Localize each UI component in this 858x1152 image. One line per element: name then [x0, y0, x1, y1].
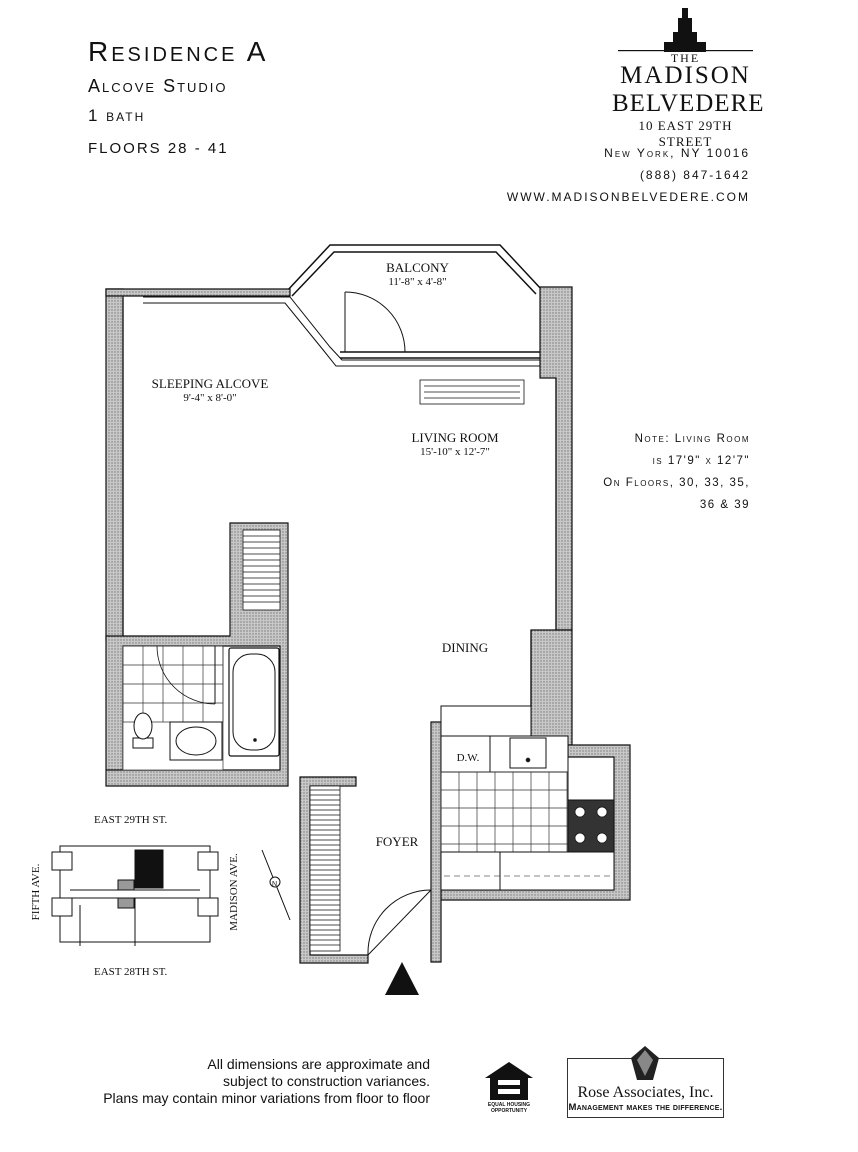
logo-street: 10 EAST 29TH STREET	[638, 118, 733, 149]
foyer-closet	[310, 786, 340, 951]
residence-title: Residence A	[88, 36, 269, 67]
balcony-door	[345, 292, 405, 352]
living-room-dims: 15'-10" x 12'-7"	[420, 446, 490, 458]
keyplan-east-avenue: MADISON AVE.	[228, 853, 240, 931]
eho-line-1: EQUAL HOUSING	[487, 1102, 531, 1108]
note-line-2: is 17'9" x 12'7"	[652, 455, 750, 467]
kitchen	[441, 706, 614, 890]
bath-count: 1 bath	[88, 106, 146, 125]
disclaimer-line-2: subject to construction variances.	[223, 1073, 430, 1089]
keyplan-south-street: EAST 28TH ST.	[94, 966, 168, 978]
note-line-3: On Floors, 30, 33, 35,	[603, 477, 750, 489]
website-link[interactable]: WWW.MADISONBELVEDERE.COM	[506, 190, 750, 204]
foyer-label: FOYER	[375, 834, 419, 849]
svg-text:N: N	[272, 881, 278, 888]
heater-unit	[420, 380, 524, 404]
living-room-note	[560, 428, 750, 516]
note-line-1: Note: Living Room	[634, 433, 750, 445]
equal-housing-text	[479, 1102, 539, 1114]
sleeping-alcove-label: SLEEPING ALCOVE	[151, 376, 269, 391]
keyplan-north-street: EAST 29TH ST.	[94, 814, 168, 826]
bathroom	[123, 646, 279, 770]
disclaimer	[82, 1056, 430, 1107]
rose-associates-tagline: Management makes the difference.	[568, 1102, 723, 1113]
disclaimer-line-1: All dimensions are approximate and	[207, 1056, 430, 1072]
entry-arrow-icon	[385, 962, 419, 995]
logo-madison: MADISON	[620, 62, 751, 89]
compass-icon	[262, 850, 290, 920]
sleeping-alcove-dims: 9'-4" x 8'-0"	[183, 392, 237, 404]
rose-associates-name: Rose Associates, Inc.	[577, 1084, 714, 1101]
note-line-4: 36 & 39	[699, 499, 750, 511]
logo-belvedere: BELVEDERE	[612, 90, 765, 117]
entry-door	[368, 890, 431, 955]
rose-emblem-icon	[625, 1044, 665, 1084]
floor-range: FLOORS 28 - 41	[88, 140, 229, 157]
address-phone: (888) 847-1642	[639, 168, 750, 182]
unit-type: Alcove Studio	[88, 76, 228, 96]
balcony-dims: 11'-8" x 4'-8"	[388, 276, 447, 288]
alcove-window	[143, 297, 540, 366]
dining-label: DINING	[441, 640, 489, 655]
disclaimer-line-3: Plans may contain minor variations from floor to floor	[103, 1090, 430, 1106]
keyplan-west-avenue: FIFTH AVE.	[30, 863, 42, 921]
closet	[243, 530, 280, 610]
address-city: New York, NY 10016	[604, 146, 750, 160]
key-plan	[52, 846, 218, 946]
dishwasher-label: D.W.	[456, 752, 480, 764]
equal-housing-icon	[481, 1060, 537, 1102]
logo-the: THE	[670, 51, 701, 65]
living-room-label: LIVING ROOM	[411, 430, 499, 445]
eho-line-2: OPPORTUNITY	[490, 1108, 528, 1114]
balcony-label: BALCONY	[386, 260, 449, 275]
